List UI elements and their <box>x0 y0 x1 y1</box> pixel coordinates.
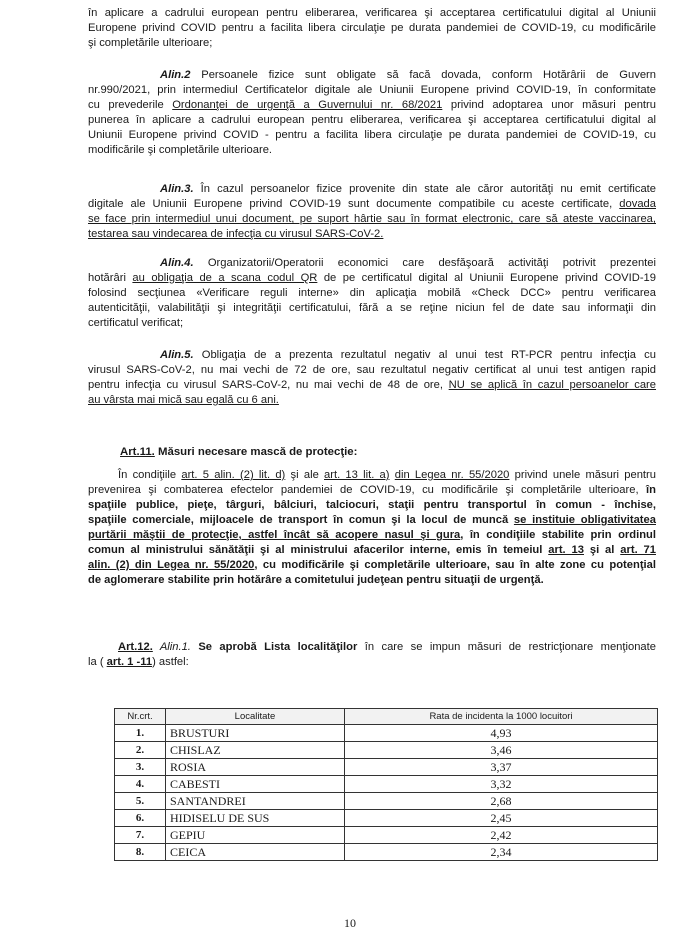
localities-table <box>114 708 658 861</box>
alin5-paragraph: Alin.5. Obligaţia de a prezenta rezultatul negativ al unui test RT-PCR pentru infecţia cu virusul SARS-CoV-2, nu mai vechi de 72 de ore, sau rezultatul negativ certificat al unui test antigen rapid pentru infecţia cu virusul SARS-CoV-2, nu mai vechi de 48 de ore, NU se aplică în cazul persoanelor care au vârsta mai mică sau egală cu 6 ani. <box>88 349 657 406</box>
art12-paragraph: Art.12. Alin.1. Se aprobă Lista localităţilor în care se impun măsuri de restricţionare menţionate la ( art. 1 -11) astfel: <box>88 641 656 668</box>
locality-name: CHISLAZ <box>166 742 345 759</box>
text-line: în aplicare a cadrului european pentru eliberarea, verificarea şi acceptarea certificatului digital al Uniunii <box>88 7 656 19</box>
table-row <box>115 793 658 810</box>
law-ref-link[interactable]: art. 13 <box>548 544 584 556</box>
header-rata: Rata de incidenta la 1000 locuitori <box>345 709 658 725</box>
alin-label: Alin.3. <box>160 183 194 195</box>
incidence-rate: 3,32 <box>345 776 658 793</box>
alin-label: Alin.2 <box>160 69 191 81</box>
alin4-paragraph: Alin.4. Organizatorii/Operatorii economici care desfăşoară activităţi potrivit prezentei hotărâri au obligaţia de a scana codul QR de pe certificatul digital al Uniunii Europene privind COVID-19 folosind secţiunea «Verificare reguli interne» din aplicaţia mobilă «Check DCC» pentru verificarea autenticităţii, valabilităţii şi integrităţii certificatului, fără a se reţine niciun fel de date sau informaţii din certificatul verificat; <box>88 257 656 329</box>
table-row <box>115 759 658 776</box>
header-nr: Nr.crt. <box>115 709 166 725</box>
row-number: 2. <box>115 742 166 759</box>
row-number: 6. <box>115 810 166 827</box>
incidence-rate: 4,93 <box>345 725 658 742</box>
locality-name: CABESTI <box>166 776 345 793</box>
incidence-rate: 2,68 <box>345 793 658 810</box>
row-number: 5. <box>115 793 166 810</box>
row-number: 1. <box>115 725 166 742</box>
row-number: 8. <box>115 844 166 861</box>
incidence-rate: 2,42 <box>345 827 658 844</box>
locality-name: CEICA <box>166 844 345 861</box>
row-number: 4. <box>115 776 166 793</box>
law-ref-link[interactable]: art. 71 <box>620 544 656 556</box>
text-line: şi completările ulterioare; <box>88 37 213 49</box>
row-number: 7. <box>115 827 166 844</box>
table-row <box>115 742 658 759</box>
locality-name: HIDISELU DE SUS <box>166 810 345 827</box>
alin-label: Alin.4. <box>160 257 194 269</box>
page-number: 10 <box>344 916 356 930</box>
table-row <box>115 827 658 844</box>
art11-title: Art.11. Măsuri necesare mască de protecţie: <box>120 446 358 458</box>
art11-paragraph: În condiţiile art. 5 alin. (2) lit. d) şi ale art. 13 lit. a) din Legea nr. 55/2020 privind unele măsuri pentru prevenirea şi combaterea efectelor pandemiei de COVID-19, cu modificările şi completările ulterioare, în spaţiile publice, pieţe, târguri, bâlciuri, talciocuri, staţii pentru transportul în comun - închise, spaţiile comerciale, mijloacele de transport în comun şi la locul de muncă se instituie obligativitatea purtării măştii de protecţie, astfel încât să acopere nasul şi gura, în condiţiile stabilite prin ordinul comun al ministrului sănătăţii şi al ministrului afacerilor interne, emis în temeiul art. 13 şi al art. 71 alin. (2) din Legea nr. 55/2020, cu modificările şi completările ulterioare, sau în alte zone cu potenţial de aglomerare stabilite prin hotărâre a comitetului judeţean pentru situaţii de urgenţă. <box>88 469 656 586</box>
table-row <box>115 776 658 793</box>
table-row <box>115 844 658 861</box>
text-line: Europene privind COVID pentru a facilita libera circulaţie pe durata pandemiei de COVID-19, cu modificările <box>88 22 656 34</box>
locality-name: BRUSTURI <box>166 725 345 742</box>
header-localitate: Localitate <box>166 709 345 725</box>
incidence-rate: 2,34 <box>345 844 658 861</box>
law-ref-link[interactable]: din Legea nr. 55/2020 <box>394 469 510 481</box>
law-ref-link[interactable]: art. 13 lit. a) <box>324 469 390 481</box>
row-number: 3. <box>115 759 166 776</box>
incidence-rate: 2,45 <box>345 810 658 827</box>
law-ref-link[interactable]: alin. (2) din Legea nr. 55/2020 <box>88 559 255 571</box>
intro-paragraph <box>88 6 656 51</box>
incidence-rate: 3,37 <box>345 759 658 776</box>
alin-label: Alin.5. <box>160 349 194 361</box>
table-row <box>115 725 658 742</box>
ordinance-link[interactable]: Ordonanţei de urgenţă a Guvernului nr. 68/2021 <box>172 99 443 111</box>
incidence-rate: 3,46 <box>345 742 658 759</box>
article-range-link[interactable]: art. 1 -11 <box>106 656 153 668</box>
table-header-row <box>115 709 658 725</box>
law-ref-link[interactable]: art. 5 alin. (2) lit. d) <box>181 469 286 481</box>
locality-name: ROSIA <box>166 759 345 776</box>
table-row <box>115 810 658 827</box>
locality-name: GEPIU <box>166 827 345 844</box>
locality-name: SANTANDREI <box>166 793 345 810</box>
alin2-paragraph: Alin.2 Persoanele fizice sunt obligate să facă dovada, conform Hotărârii de Guvern nr.990/2021, prin intermediul Certificatelor digitale ale Uniunii Europene privind COVID-19, în conformitate cu prevederile Ordonanţei de urgenţă a Guvernului nr. 68/2021 privind adoptarea unor măsuri pentru punerea în aplicare a cadrului european pentru eliberarea, verificarea şi acceptarea certificatului digital al Uniunii Europene privind COVID - pentru a facilita libera circulaţie pe durata pandemiei de COVID-19, cu modificările şi completările ulterioare. <box>88 69 656 156</box>
alin3-paragraph: Alin.3. În cazul persoanelor fizice provenite din state ale căror autorităţi nu emit certificate digitale ale Uniunii Europene privind COVID-19 sunt documente compatibile cu aceste certificate, dovada se face prin intermediul unui document, pe suport hârtie sau în format electronic, care să ateste vaccinarea, testarea sau vindecarea de infecţia cu virusul SARS-CoV-2. <box>88 183 656 240</box>
